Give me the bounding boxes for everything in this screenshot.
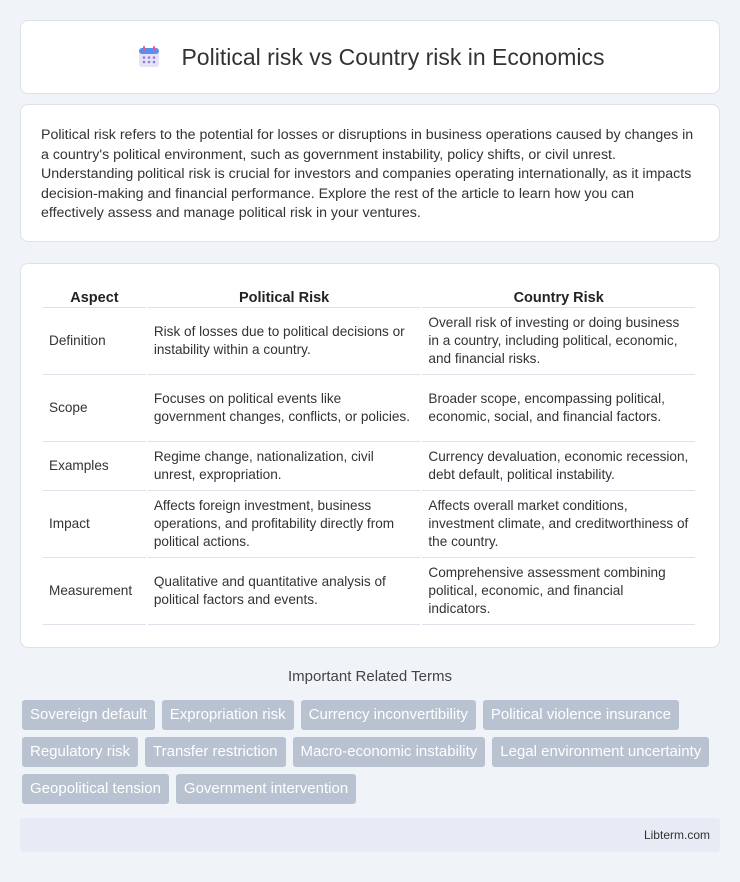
- related-term-tag[interactable]: Sovereign default: [22, 700, 155, 730]
- related-term-tag[interactable]: Macro-economic instability: [293, 737, 486, 767]
- related-term-tag[interactable]: Transfer restriction: [145, 737, 285, 767]
- intro-paragraph: Political risk refers to the potential for losses or disruptions in business operations caused by changes in a country's political environment, such as government instability, policy shifts, or civil unrest. Understanding political risk is crucial for investors and companies operating internationally, as it impacts decision-making and financial performance. Explore the rest of the article to learn how you can effectively assess and manage political risk in your ventures.: [41, 127, 694, 222]
- related-term-tag[interactable]: Currency inconvertibility: [301, 700, 476, 730]
- political-cell: Focuses on political events like government changes, conflicts, or policies.: [148, 375, 421, 442]
- country-cell: Overall risk of investing or doing business in a country, including political, economic, and financial risks.: [422, 308, 695, 375]
- aspect-cell: Scope: [43, 375, 146, 442]
- aspect-cell: Definition: [43, 308, 146, 375]
- footer-brand-link[interactable]: Libterm.com: [643, 828, 710, 842]
- calendar-icon: [135, 43, 163, 71]
- table-row: [43, 308, 695, 375]
- political-cell: Affects foreign investment, business operations, and profitability directly from political actions.: [148, 491, 421, 558]
- aspect-cell: Examples: [43, 442, 146, 491]
- related-term-tag[interactable]: Geopolitical tension: [22, 774, 169, 804]
- header-country-risk: Country Risk: [422, 284, 695, 308]
- country-cell: Affects overall market conditions, investment climate, and creditworthiness of the country.: [422, 491, 695, 558]
- footer: [20, 818, 720, 852]
- related-terms-heading: Important Related Terms: [288, 668, 452, 685]
- table-row: [43, 491, 695, 558]
- title-card: [20, 20, 720, 94]
- table-row: [43, 442, 695, 491]
- page-title: Political risk vs Country risk in Economics: [181, 43, 605, 70]
- political-cell: Regime change, nationalization, civil unrest, expropriation.: [148, 442, 421, 491]
- table-row: [43, 375, 695, 442]
- related-terms-list: [22, 700, 722, 811]
- header-political-risk: Political Risk: [148, 284, 421, 308]
- comparison-table-card: [20, 263, 720, 648]
- related-term-tag[interactable]: Political violence insurance: [483, 700, 679, 730]
- intro-card: [20, 104, 720, 242]
- country-cell: Comprehensive assessment combining political, economic, and financial indicators.: [422, 558, 695, 625]
- table-header-row: [43, 284, 695, 308]
- related-term-tag[interactable]: Regulatory risk: [22, 737, 138, 767]
- country-cell: Currency devaluation, economic recession, debt default, political instability.: [422, 442, 695, 491]
- related-term-tag[interactable]: Legal environment uncertainty: [492, 737, 709, 767]
- aspect-cell: Measurement: [43, 558, 146, 625]
- header-aspect: Aspect: [43, 284, 146, 308]
- aspect-cell: Impact: [43, 491, 146, 558]
- related-term-tag[interactable]: Government intervention: [176, 774, 356, 804]
- comparison-table: [41, 284, 697, 625]
- political-cell: Risk of losses due to political decisions or instability within a country.: [148, 308, 421, 375]
- country-cell: Broader scope, encompassing political, economic, social, and financial factors.: [422, 375, 695, 442]
- table-row: [43, 558, 695, 625]
- related-term-tag[interactable]: Expropriation risk: [162, 700, 294, 730]
- political-cell: Qualitative and quantitative analysis of political factors and events.: [148, 558, 421, 625]
